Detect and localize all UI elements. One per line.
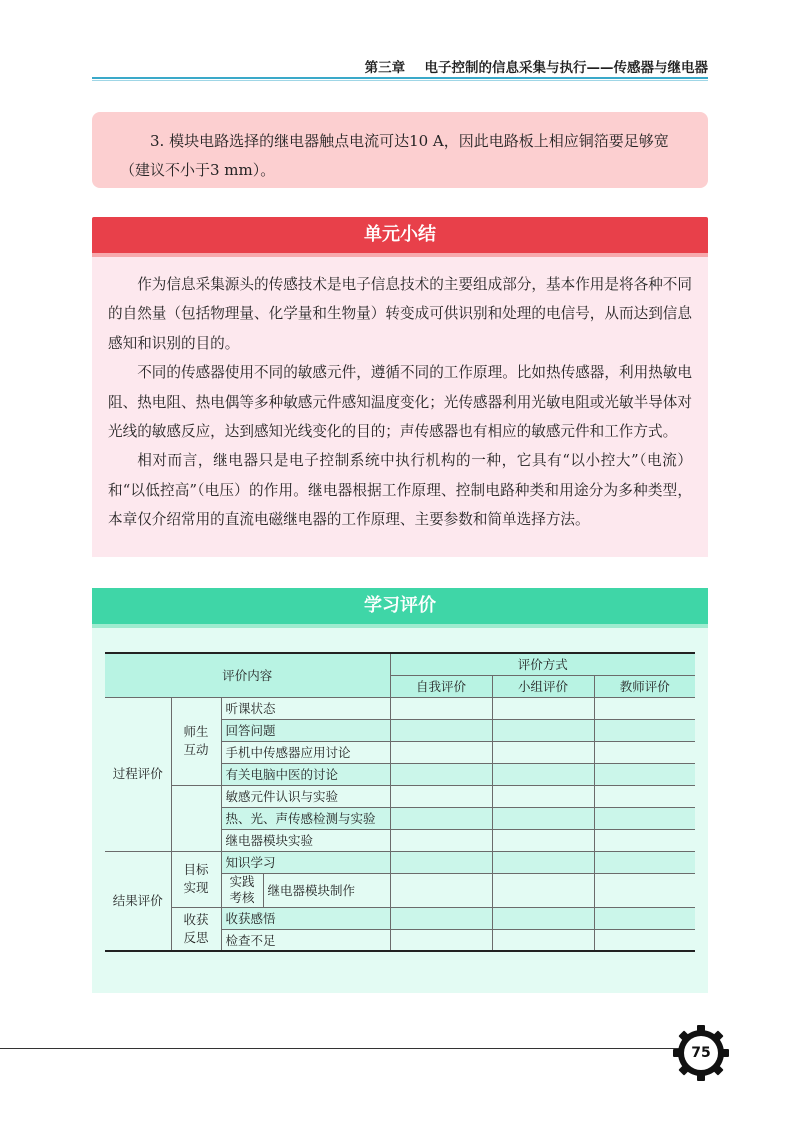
cell-teacher[interactable] [594,807,695,829]
cell-teacher[interactable] [594,929,695,951]
cell-group[interactable] [492,807,594,829]
note-box [92,112,708,188]
item-knowledge: 知识学习 [221,851,390,873]
running-header [92,56,708,78]
cell-group[interactable] [492,907,594,929]
cell-group[interactable] [492,719,594,741]
table-row [105,785,695,807]
cell-group[interactable] [492,873,594,907]
table-row [105,907,695,929]
cell-self[interactable] [390,873,492,907]
item-phone-sensor: 手机中传感器应用讨论 [221,741,390,763]
cell-self[interactable] [390,697,492,719]
cell-group[interactable] [492,851,594,873]
table-row [105,697,695,719]
chapter-label: 第三章 [364,60,406,76]
goal-label: 目标实现 [171,851,221,907]
cell-teacher[interactable] [594,873,695,907]
cell-self[interactable] [390,741,492,763]
cell-self[interactable] [390,719,492,741]
cell-self[interactable] [390,763,492,785]
cell-self[interactable] [390,851,492,873]
chapter-title: 电子控制的信息采集与执行——传感器与继电器 [424,60,708,76]
cell-group[interactable] [492,829,594,851]
reflect-label: 收获反思 [171,907,221,951]
cell-teacher[interactable] [594,851,695,873]
summary-paragraph-2: 不同的传感器使用不同的敏感元件，遵循不同的工作原理。比如热传感器，利用热敏电阻、热电阻、热电偶等多种敏感元件感知温度变化；光传感器利用光敏电阻或光敏半导体对光线的敏感反应，达到感知光线变化的目的；声传感器也有相应的敏感元件和工作方式。 [108,364,692,441]
summary-paragraph-3: 相对而言，继电器只是电子控制系统中执行机构的一种，它具有“以小控大”（电流）和“以低控高”（电压）的作用。继电器根据工作原理、控制电路种类和用途分为多种类型，本章仅介绍常用的直流电磁继电器的工作原理、主要参数和简单选择方法。 [108,452,692,529]
cell-teacher[interactable] [594,785,695,807]
item-relay-making: 继电器模块制作 [263,873,390,907]
header-group-eval: 小组评价 [492,675,594,697]
cell-group[interactable] [492,763,594,785]
cell-teacher[interactable] [594,763,695,785]
item-relay-experiment: 继电器模块实验 [221,829,390,851]
cell-self[interactable] [390,907,492,929]
footer-rule [0,1048,690,1049]
header-method: 评价方式 [390,653,695,675]
cell-teacher[interactable] [594,697,695,719]
cell-group[interactable] [492,785,594,807]
table-row [105,851,695,873]
summary-title: 单元小结 [92,217,708,253]
cell-teacher[interactable] [594,719,695,741]
result-eval-label: 结果评价 [105,851,171,951]
item-computer-tcm: 有关电脑中医的讨论 [221,763,390,785]
item-sensitive-element: 敏感元件认识与实验 [221,785,390,807]
cell-group[interactable] [492,697,594,719]
cell-group[interactable] [492,741,594,763]
evaluation-title: 学习评价 [92,588,708,624]
evaluation-table [105,652,695,952]
item-harvest: 收获感悟 [221,907,390,929]
item-answering: 回答问题 [221,719,390,741]
item-listening: 听课状态 [221,697,390,719]
cell-self[interactable] [390,807,492,829]
note-text: 3. 模块电路选择的继电器触点电流可达10 A，因此电路板上相应铜箔要足够宽（建议不小于3 mm）。 [120,132,669,179]
item-heat-light-sound: 热、光、声传感检测与实验 [221,807,390,829]
practice-label: 实践考核 [221,873,263,907]
header-teacher-eval: 教师评价 [594,675,695,697]
header-self-eval: 自我评价 [390,675,492,697]
header-rule [92,77,708,79]
process-eval-label: 过程评价 [105,697,171,851]
cell-self[interactable] [390,829,492,851]
cell-teacher[interactable] [594,829,695,851]
header-rule-secondary [92,80,708,81]
cell-teacher[interactable] [594,907,695,929]
interaction-label: 师生互动 [171,697,221,785]
item-shortcomings: 检查不足 [221,929,390,951]
page-number: 75 [691,1045,711,1061]
cell-self[interactable] [390,785,492,807]
cell-self[interactable] [390,929,492,951]
evaluation-body [92,628,708,993]
experiment-group-blank [171,785,221,851]
header-content: 评价内容 [105,653,390,697]
cell-group[interactable] [492,929,594,951]
summary-paragraph-1: 作为信息采集源头的传感技术是电子信息技术的主要组成部分，基本作用是将各种不同的自然量（包括物理量、化学量和生物量）转变成可供识别和处理的电信号，从而达到信息感知和识别的目的。 [108,276,692,352]
cell-teacher[interactable] [594,741,695,763]
summary-body [92,257,708,557]
